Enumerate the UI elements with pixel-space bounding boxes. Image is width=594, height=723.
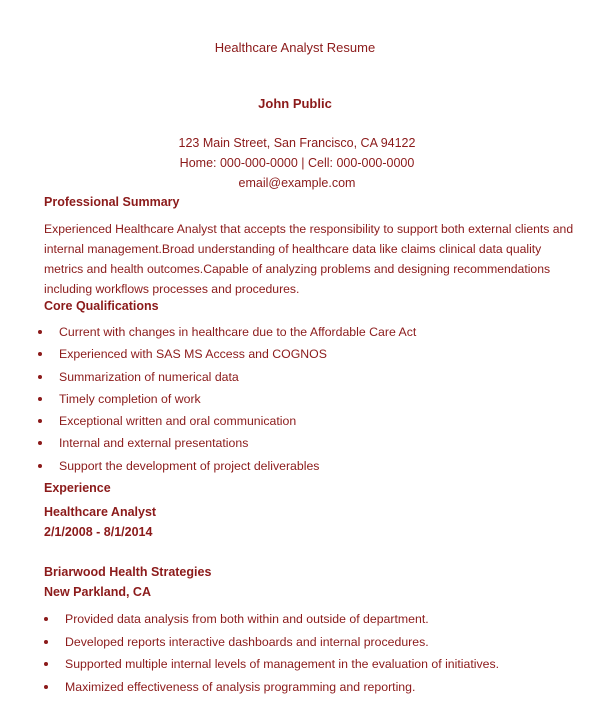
bullet-icon xyxy=(38,464,42,468)
job-title: Healthcare Analyst xyxy=(44,505,157,519)
job-dates: 2/1/2008 - 8/1/2014 xyxy=(44,525,153,539)
contact-phones: Home: 000-000-0000 | Cell: 000-000-0000 xyxy=(179,156,415,170)
bullet-icon xyxy=(44,685,48,689)
bullet-icon xyxy=(44,640,48,644)
bullet-icon xyxy=(38,441,42,445)
document-title: Healthcare Analyst Resume xyxy=(214,40,376,55)
bullet-icon xyxy=(38,330,42,334)
company-name: Briarwood Health Strategies xyxy=(44,565,212,579)
bullet-icon xyxy=(38,419,42,423)
bullet-icon xyxy=(38,352,42,356)
contact-address: 123 Main Street, San Francisco, CA 94122 xyxy=(178,136,416,150)
bullet-icon xyxy=(44,617,48,621)
bullet-icon xyxy=(38,397,42,401)
bullet-icon xyxy=(44,662,48,666)
experience-heading: Experience xyxy=(44,481,111,495)
company-location: New Parkland, CA xyxy=(44,585,151,599)
bullet-icon xyxy=(38,375,42,379)
qualifications-heading: Core Qualifications xyxy=(44,299,159,313)
contact-email: email@example.com xyxy=(238,176,356,190)
summary-heading: Professional Summary xyxy=(44,195,180,209)
candidate-name: John Public xyxy=(258,96,332,111)
summary-text: Experienced Healthcare Analyst that accepts the responsibility to support both external clients and internal management.Broad understanding of healthcare data like claims clinical data quality metrics and health outcomes.Capable of analyzing problems and designing recommendations including workflows processes and procedures. xyxy=(44,222,574,296)
resume-page: Healthcare Analyst Resume John Public 123 Main Street, San Francisco, CA 94122 Home: 000-000-0000 | Cell: 000-000-0000 email@example.com Professional Summary Experienced Healthcare Analyst that accepts the responsibility to support both external clients and internal management.Broad understanding of healthcare data like claims clinical data quality metrics and health outcomes.Capable of analyzing problems and designing recommendations including workflows processes and procedures. Core Qualifications Current with changes in healthcare due to the Affordable Care Act Experienced with SAS MS Access and COGNOS Summarization of numerical data Timely completion of work Exceptional written and oral communication Internal and external presentations Support the development of project deliverables Experience Healthcare Analyst 2/1/2008 - 8/1/2014 Briarwood Health Strategies New Parkland, CA Provided data analysis from both within and outside of department. Developed reports interactive dashboards and internal procedures. Supported multiple internal levels of management in the evaluation of initiatives. Maximized effectiveness of analysis programming and reporting. xyxy=(0,0,594,723)
